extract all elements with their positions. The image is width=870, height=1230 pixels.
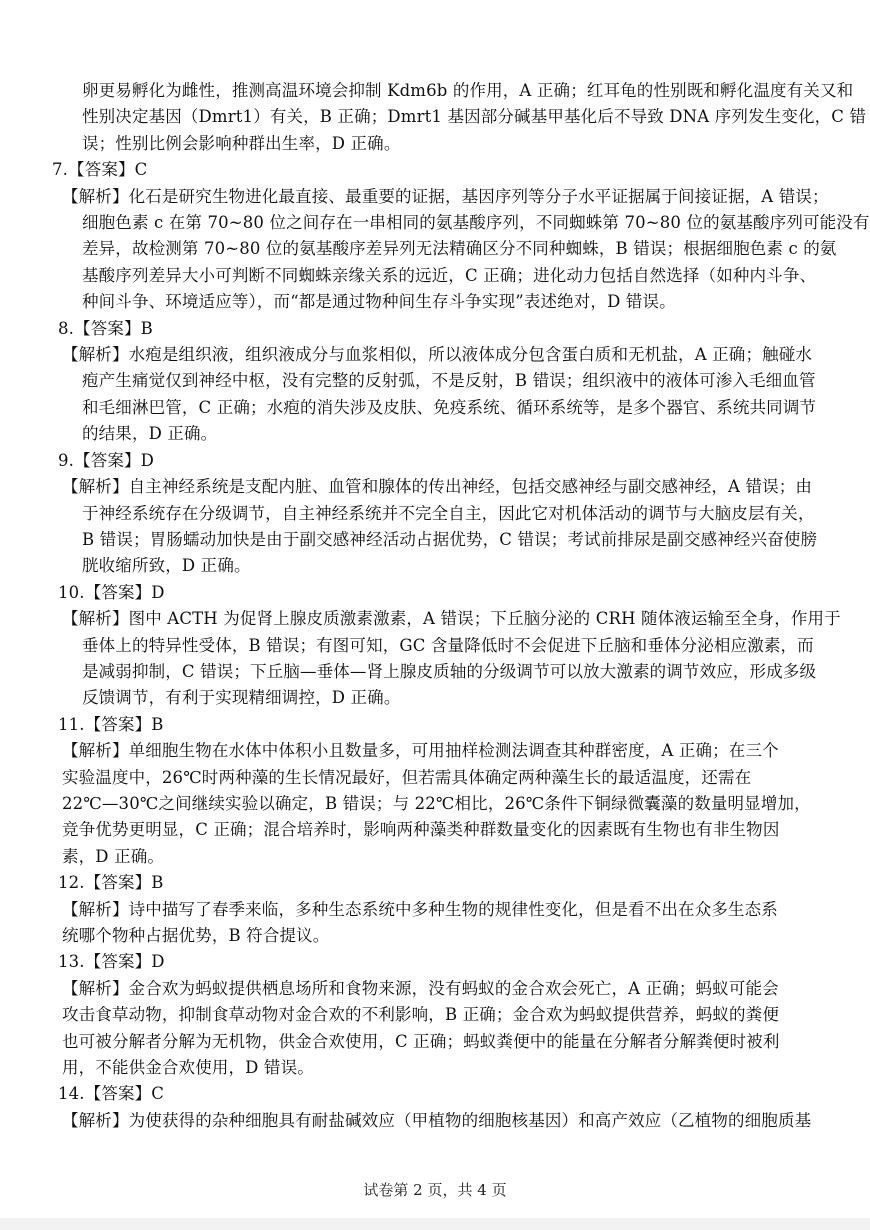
text-line: 【解析】化石是研究生物进化最直接、最重要的证据，基因序列等分子水平证据属于间接证据，A 错误； [62,186,829,206]
answer-line: 11.【答案】B [58,714,164,734]
text-line: 性别决定基因（Dmrt1）有关，B 正确；Dmrt1 基因部分碱基甲基化后不导致 DNA 序列发生变化，C 错 [82,107,867,127]
text-line: 【解析】图中 ACTH 为促肾上腺皮质激素激素，A 错误；下丘脑分泌的 CRH 随体液运输至全身，作用于 [62,609,841,629]
text-line: 【解析】自主神经系统是支配内脏、血管和腺体的传出神经，包括交感神经与副交感神经，A 错误；由 [62,477,813,497]
answer-line: 13.【答案】D [58,952,165,972]
answer-line: 9.【答案】D [58,450,155,470]
text-line: 的结果，D 正确。 [82,424,218,444]
text-line: 差异，故检测第 70~80 位的氨基酸序差异列无法精确区分不同种蜘蛛，B 错误；根据细胞色素 c 的氨 [82,239,837,259]
text-line: 误；性别比例会影响种群出生率，D 正确。 [82,133,401,153]
text-line: 实验温度中，26℃时两种藻的生长情况最好，但若需具体确定两种藻生长的最适温度，还需在 [62,767,752,787]
text-line: 攻击食草动物，抑制食草动物对金合欢的不利影响，B 正确；金合欢为蚂蚁提供营养，蚂蚁的粪便 [62,1005,779,1025]
text-line: 疱产生痛觉仅到神经中枢，没有完整的反射弧，不是反射，B 错误；组织液中的液体可渗入毛细血管 [82,371,816,391]
text-line: 和毛细淋巴管，C 正确；水疱的消失涉及皮肤、免疫系统、循环系统等，是多个器官、系统共同调节 [82,397,817,417]
answer-line: 10.【答案】D [58,582,165,602]
text-line: 【解析】单细胞生物在水体中体积小且数量多，可用抽样检测法调查其种群密度，A 正确；在三个 [62,741,779,761]
text-line: 于神经系统存在分级调节，自主神经系统并不完全自主，因此它对机体活动的调节与大脑皮层有关， [82,503,815,523]
text-line: 竞争优势更明显，C 正确；混合培养时，影响两种藻类种群数量变化的因素既有生物也有非生物因 [62,820,780,840]
text-line: 基酸序列差异大小可判断不同蜘蛛亲缘关系的远近，C 正确；进化动力包括自然选择（如种内斗争、 [82,265,817,285]
text-line: 垂体上的特异性受体，B 错误；有图可知，GC 含量降低时不会促进下丘脑和垂体分泌相应激素，而 [82,635,814,655]
text-line: 22℃—30℃之间继续实验以确定，B 错误；与 22℃相比，26℃条件下铜绿微囊藻的数量明显增加， [62,793,811,813]
text-line: 素，D 正确。 [62,846,165,866]
text-line: 卵更易孵化为雌性，推测高温环境会抑制 Kdm6b 的作用，A 正确；红耳龟的性别既和孵化温度有关又和 [82,81,854,100]
text-line: 细胞色素 c 在第 70~80 位之间存在一串相同的氨基酸序列，不同蜘蛛第 70~80 位的氨基酸序列可能没有 [82,213,870,233]
text-line: 统哪个物种占据优势，B 符合提议。 [62,926,330,945]
text-line: 种间斗争、环境适应等），而“都是通过物种间生存斗争实现”表述绝对，D 错误。 [82,292,676,312]
answer-line: 7.【答案】C [52,160,148,180]
text-line: 胱收缩所致，D 正确。 [82,556,251,576]
answer-line: 8.【答案】B [58,318,153,338]
text-line: 用，不能供金合欢使用，D 错误。 [62,1058,314,1078]
answer-analysis-text [0,78,870,1134]
text-line: 是减弱抑制，C 错误；下丘脑—垂体—肾上腺皮质轴的分级调节可以放大激素的调节效应，形成多级 [82,661,817,681]
page-footer: 试卷第 2 页，共 4 页 [363,1181,507,1199]
text-line: 【解析】水疱是组织液，组织液成分与血浆相似，所以液体成分包含蛋白质和无机盐，A 正确；触碰水 [62,345,813,365]
answer-line: 12.【答案】B [58,873,164,893]
answer-line: 14.【答案】C [58,1084,165,1104]
bottom-edge [0,1218,870,1230]
text-line: 【解析】诗中描写了春季来临，多种生态系统中多种生物的规律性变化，但是看不出在众多生态系 [62,899,778,919]
text-line: 【解析】金合欢为蚂蚁提供栖息场所和食物来源，没有蚂蚁的金合欢会死亡，A 正确；蚂蚁可能会 [62,978,779,998]
text-line: B 错误；胃肠蠕动加快是由于副交感神经活动占据优势，C 错误；考试前排尿是副交感神经兴奋使膀 [82,529,818,549]
text-line: 【解析】为使获得的杂种细胞具有耐盐碱效应（甲植物的细胞核基因）和高产效应（乙植物的细胞质基 [62,1110,812,1130]
text-line: 反馈调节，有利于实现精细调控，D 正确。 [82,688,401,708]
text-line: 也可被分解者分解为无机物，供金合欢使用，C 正确；蚂蚁粪便中的能量在分解者分解粪便时被利 [62,1031,780,1051]
